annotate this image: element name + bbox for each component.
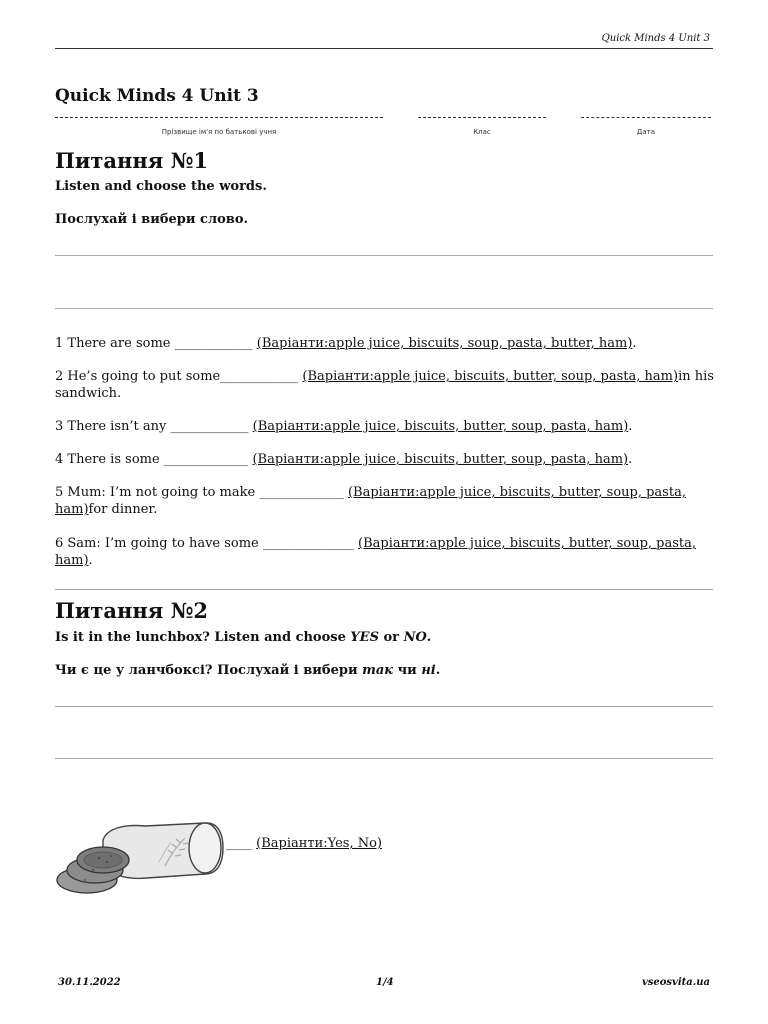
instruction-text: Чи є це у ланчбоксі? Послухай і вибери bbox=[55, 663, 363, 678]
audio-area-top-rule bbox=[55, 255, 713, 256]
student-name-label: Прізвище ім'я по батькові учня bbox=[161, 128, 277, 136]
answer-blank[interactable]: ____________ bbox=[220, 369, 299, 384]
answer-blank[interactable]: _____________ bbox=[163, 452, 249, 467]
instruction-end: . bbox=[435, 663, 441, 678]
date-field[interactable] bbox=[581, 117, 711, 118]
item-text: 4 There is some bbox=[55, 452, 164, 467]
question-1-instruction-ua: Послухай і вибери слово. bbox=[55, 212, 249, 227]
footer-date: 30.11.2022 bbox=[58, 977, 121, 988]
footer-site-link[interactable]: vseosvita.ua bbox=[641, 977, 710, 988]
answer-options[interactable]: (Варіанти:Yes, No) bbox=[256, 836, 383, 851]
answer-options[interactable]: (Варіанти:apple juice, biscuits, butter, soup, pasta, ham) bbox=[252, 419, 629, 434]
instruction-or: чи bbox=[393, 663, 422, 678]
item-text: 5 Mum: I’m not going to make bbox=[55, 485, 260, 500]
question-1-title: Питання №1 bbox=[55, 148, 209, 173]
instruction-text: Is it in the lunchbox? Listen and choose bbox=[55, 630, 351, 645]
footer-page-number: 1/4 bbox=[376, 977, 394, 988]
question-1-item bbox=[55, 451, 715, 468]
question-1-item bbox=[55, 484, 715, 518]
item-text-end: . bbox=[88, 553, 93, 568]
instruction-or: or bbox=[378, 630, 404, 645]
item-text: 2 He’s going to put some bbox=[55, 369, 221, 384]
answer-blank[interactable]: _____________ bbox=[259, 485, 344, 500]
date-label: Дата bbox=[636, 128, 656, 136]
question-1-instruction-en: Listen and choose the words. bbox=[55, 179, 267, 194]
item-text: 6 Sam: I’m going to have some bbox=[55, 536, 263, 551]
answer-options[interactable]: (Варіанти:apple juice, biscuits, butter, soup, pasta, ham) bbox=[55, 485, 686, 517]
class-label: Клас bbox=[473, 128, 491, 136]
running-header: Quick Minds 4 Unit 3 bbox=[601, 33, 710, 44]
student-name-field[interactable] bbox=[55, 117, 383, 118]
instruction-tak: так bbox=[362, 663, 394, 678]
answer-blank[interactable]: ______________ bbox=[262, 536, 354, 551]
item-text-end: . bbox=[632, 336, 637, 351]
bread-loaf-icon bbox=[55, 818, 227, 896]
instruction-no: NO bbox=[403, 630, 427, 645]
item-text-end: . bbox=[628, 452, 633, 467]
answer-options[interactable]: (Варіанти:apple juice, biscuits, butter, soup, pasta, ham) bbox=[302, 369, 679, 384]
instruction-yes: YES bbox=[350, 630, 379, 645]
class-field[interactable] bbox=[418, 117, 546, 118]
page-title: Quick Minds 4 Unit 3 bbox=[55, 86, 259, 106]
answer-blank[interactable]: ____ bbox=[226, 836, 257, 851]
question-1-item bbox=[55, 335, 715, 352]
question-2-instruction-en bbox=[55, 630, 431, 645]
audio-area-bottom-rule bbox=[55, 308, 713, 309]
answer-blank[interactable]: ____________ bbox=[174, 336, 253, 351]
answer-blank[interactable]: ____________ bbox=[170, 419, 249, 434]
question-1-item bbox=[55, 535, 715, 569]
answer-options[interactable]: (Варіанти:apple juice, biscuits, butter, soup, pasta, ham) bbox=[55, 536, 697, 568]
item-text: 1 There are some bbox=[55, 336, 175, 351]
audio-area-top-rule bbox=[55, 706, 713, 707]
item-text: 3 There isn’t any bbox=[55, 419, 171, 434]
header-rule bbox=[55, 48, 713, 49]
instruction-end: . bbox=[426, 630, 432, 645]
item-text-end: for dinner. bbox=[88, 502, 158, 517]
question-2-title: Питання №2 bbox=[55, 598, 209, 623]
question-2-instruction-ua bbox=[55, 663, 440, 678]
audio-area-bottom-rule bbox=[55, 758, 713, 759]
question-1-item bbox=[55, 418, 715, 435]
answer-options[interactable]: (Варіанти:apple juice, biscuits, butter, soup, pasta, ham) bbox=[252, 452, 629, 467]
instruction-ni: ні bbox=[421, 663, 436, 678]
answer-options[interactable]: (Варіанти:apple juice, biscuits, soup, pasta, butter, ham) bbox=[256, 336, 633, 351]
question-divider bbox=[55, 589, 713, 590]
question-1-item bbox=[55, 368, 715, 402]
question-2-item bbox=[226, 835, 526, 852]
item-text-end: in his sandwich. bbox=[55, 369, 714, 401]
item-text-end: . bbox=[628, 419, 633, 434]
